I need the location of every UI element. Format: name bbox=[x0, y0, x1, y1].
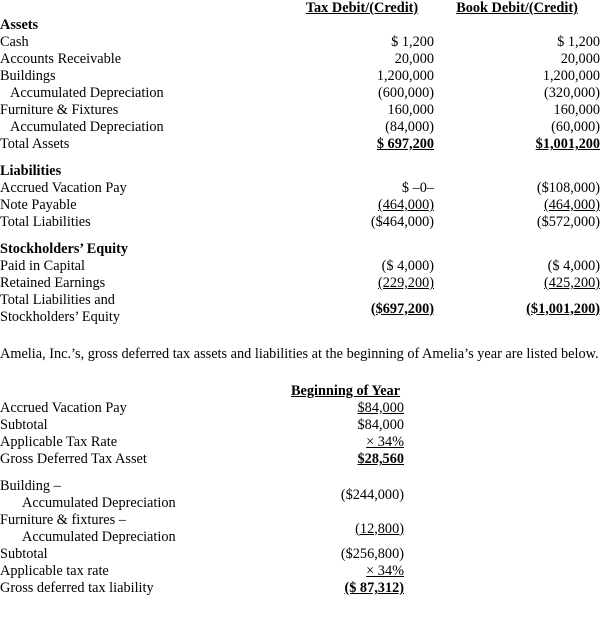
table-row bbox=[0, 275, 600, 292]
row-value-book: ($ 4,000) bbox=[547, 258, 600, 274]
section-spacer bbox=[0, 468, 600, 478]
table-row-total bbox=[0, 580, 600, 597]
table-row bbox=[0, 197, 600, 214]
section-heading-liabilities: Liabilities bbox=[0, 163, 62, 179]
table-row bbox=[0, 68, 600, 85]
table-row-total bbox=[0, 136, 600, 153]
row-value-tax: (84,000) bbox=[385, 119, 435, 135]
table-header-row bbox=[0, 0, 600, 17]
grand-total-value-book: ($1,001,200) bbox=[526, 300, 600, 317]
row-label: Accounts Receivable bbox=[0, 51, 122, 67]
row-value-tax-rate: × 34% bbox=[366, 434, 404, 450]
column-header-book: Book Debit/(Credit) bbox=[456, 0, 578, 16]
spacer-cell bbox=[404, 546, 600, 563]
row-label-line1: Furniture & fixtures – bbox=[0, 512, 126, 528]
spacer-cell bbox=[434, 17, 600, 34]
row-value-book: ($108,000) bbox=[536, 180, 600, 196]
row-label: Accrued Vacation Pay bbox=[0, 180, 127, 196]
deferred-table-spacer bbox=[0, 363, 600, 383]
row-label: Total Assets bbox=[0, 136, 70, 152]
table-row bbox=[0, 180, 600, 197]
table-row bbox=[0, 434, 600, 451]
section-heading-stockholders-equity: Stockholders’ Equity bbox=[0, 241, 129, 257]
row-value-book: (320,000) bbox=[544, 85, 600, 101]
row-label bbox=[0, 478, 287, 512]
row-value: (12,800) bbox=[355, 520, 404, 537]
table-header-row bbox=[0, 383, 600, 400]
section-heading-assets: Assets bbox=[0, 17, 39, 33]
row-value-book: 20,000 bbox=[560, 51, 600, 67]
row-label-line1: Building – bbox=[0, 478, 61, 494]
column-header-tax: Tax Debit/(Credit) bbox=[305, 0, 419, 16]
table-row bbox=[0, 563, 600, 580]
table-row bbox=[0, 512, 600, 546]
table-row bbox=[0, 400, 600, 417]
spacer-cell bbox=[290, 17, 434, 34]
row-label: Accumulated Depreciation bbox=[10, 85, 164, 101]
row-label: Cash bbox=[0, 34, 29, 50]
paragraph-spacer bbox=[0, 326, 600, 346]
row-label: Paid in Capital bbox=[0, 258, 85, 274]
row-value-tax: 160,000 bbox=[387, 102, 435, 118]
header-blank bbox=[0, 383, 287, 400]
row-value: $84,000 bbox=[357, 417, 404, 433]
spacer-cell bbox=[404, 417, 600, 434]
table-row bbox=[0, 85, 600, 102]
row-label bbox=[0, 512, 287, 546]
row-value-tax: $ 697,200 bbox=[376, 136, 435, 152]
spacer-cell bbox=[404, 434, 600, 451]
row-value-tax: ($464,000) bbox=[370, 214, 435, 230]
row-value-book: 1,200,000 bbox=[542, 68, 600, 84]
column-header-beginning-of-year: Beginning of Year bbox=[290, 383, 401, 399]
row-value: ($ 87,312) bbox=[344, 580, 404, 596]
row-value-tax: 20,000 bbox=[394, 51, 435, 67]
row-label: Gross deferred tax liability bbox=[0, 580, 154, 596]
spacer-cell bbox=[434, 163, 600, 180]
section-heading-row bbox=[0, 17, 600, 34]
header-blank bbox=[0, 0, 290, 17]
row-label: Applicable tax rate bbox=[0, 563, 109, 579]
table-row bbox=[0, 102, 600, 119]
spacer-cell bbox=[404, 451, 600, 468]
table-row bbox=[0, 417, 600, 434]
row-value-book: ($572,000) bbox=[536, 214, 600, 230]
row-label: Buildings bbox=[0, 68, 56, 84]
row-label: Retained Earnings bbox=[0, 275, 106, 291]
table-row bbox=[0, 546, 600, 563]
grand-total-label-line1: Total Liabilities and bbox=[0, 292, 115, 308]
intro-paragraph: Amelia, Inc.’s, gross deferred tax assets and liabilities at the beginning of Amelia’s year are listed below. bbox=[0, 346, 599, 362]
row-label: Total Liabilities bbox=[0, 214, 91, 230]
spacer-cell bbox=[404, 400, 600, 417]
table-row bbox=[0, 478, 600, 512]
section-heading-row bbox=[0, 163, 600, 180]
row-value-book: (464,000) bbox=[544, 197, 600, 213]
section-heading-row bbox=[0, 241, 600, 258]
row-label: Accumulated Depreciation bbox=[10, 119, 164, 135]
row-value-tax: 1,200,000 bbox=[376, 68, 435, 84]
row-value-tax: (229,200) bbox=[378, 275, 435, 291]
row-label: Note Payable bbox=[0, 197, 77, 213]
row-value-tax: ($ 4,000) bbox=[381, 258, 435, 274]
table-row bbox=[0, 34, 600, 51]
row-value: $84,000 bbox=[357, 400, 404, 416]
row-value-tax: $ 1,200 bbox=[391, 34, 435, 50]
row-value: ($244,000) bbox=[340, 486, 404, 503]
row-value-tax: $ –0– bbox=[401, 180, 435, 196]
spacer-cell bbox=[290, 163, 434, 180]
table-row-grand-total bbox=[0, 292, 600, 326]
row-value: $28,560 bbox=[357, 451, 404, 467]
row-label: Applicable Tax Rate bbox=[0, 434, 118, 450]
section-spacer bbox=[0, 153, 600, 163]
row-label: Subtotal bbox=[0, 546, 48, 562]
spacer-cell bbox=[434, 241, 600, 258]
row-label: Gross Deferred Tax Asset bbox=[0, 451, 147, 467]
spacer-cell bbox=[404, 580, 600, 597]
grand-total-value-tax: ($697,200) bbox=[370, 300, 435, 317]
row-value-book: $1,001,200 bbox=[535, 136, 600, 152]
grand-total-label bbox=[0, 292, 290, 326]
row-value-book: 160,000 bbox=[553, 102, 600, 118]
row-value: ($256,800) bbox=[340, 546, 404, 562]
grand-total-label-line2: Stockholders’ Equity bbox=[0, 309, 121, 325]
table-row bbox=[0, 214, 600, 231]
spacer-cell bbox=[404, 563, 600, 580]
header-blank-right bbox=[404, 383, 600, 400]
row-value-tax-rate: × 34% bbox=[366, 563, 404, 579]
spacer-cell bbox=[404, 512, 600, 546]
row-value-tax: (464,000) bbox=[378, 197, 435, 213]
table-row bbox=[0, 258, 600, 275]
table-row bbox=[0, 119, 600, 136]
row-value-book: $ 1,200 bbox=[557, 34, 600, 50]
row-label-line2: Accumulated Depreciation bbox=[22, 495, 176, 511]
row-value-book: (60,000) bbox=[551, 119, 600, 135]
row-label: Accrued Vacation Pay bbox=[0, 400, 127, 416]
table-row-total bbox=[0, 451, 600, 468]
deferred-tax-table bbox=[0, 383, 600, 597]
spacer-cell bbox=[290, 241, 434, 258]
spacer-cell bbox=[404, 478, 600, 512]
row-value-book: (425,200) bbox=[544, 275, 600, 291]
row-label: Furniture & Fixtures bbox=[0, 102, 119, 118]
row-label: Subtotal bbox=[0, 417, 48, 433]
row-label-line2: Accumulated Depreciation bbox=[22, 529, 176, 545]
table-row bbox=[0, 51, 600, 68]
row-value-tax: (600,000) bbox=[378, 85, 435, 101]
section-spacer bbox=[0, 231, 600, 241]
